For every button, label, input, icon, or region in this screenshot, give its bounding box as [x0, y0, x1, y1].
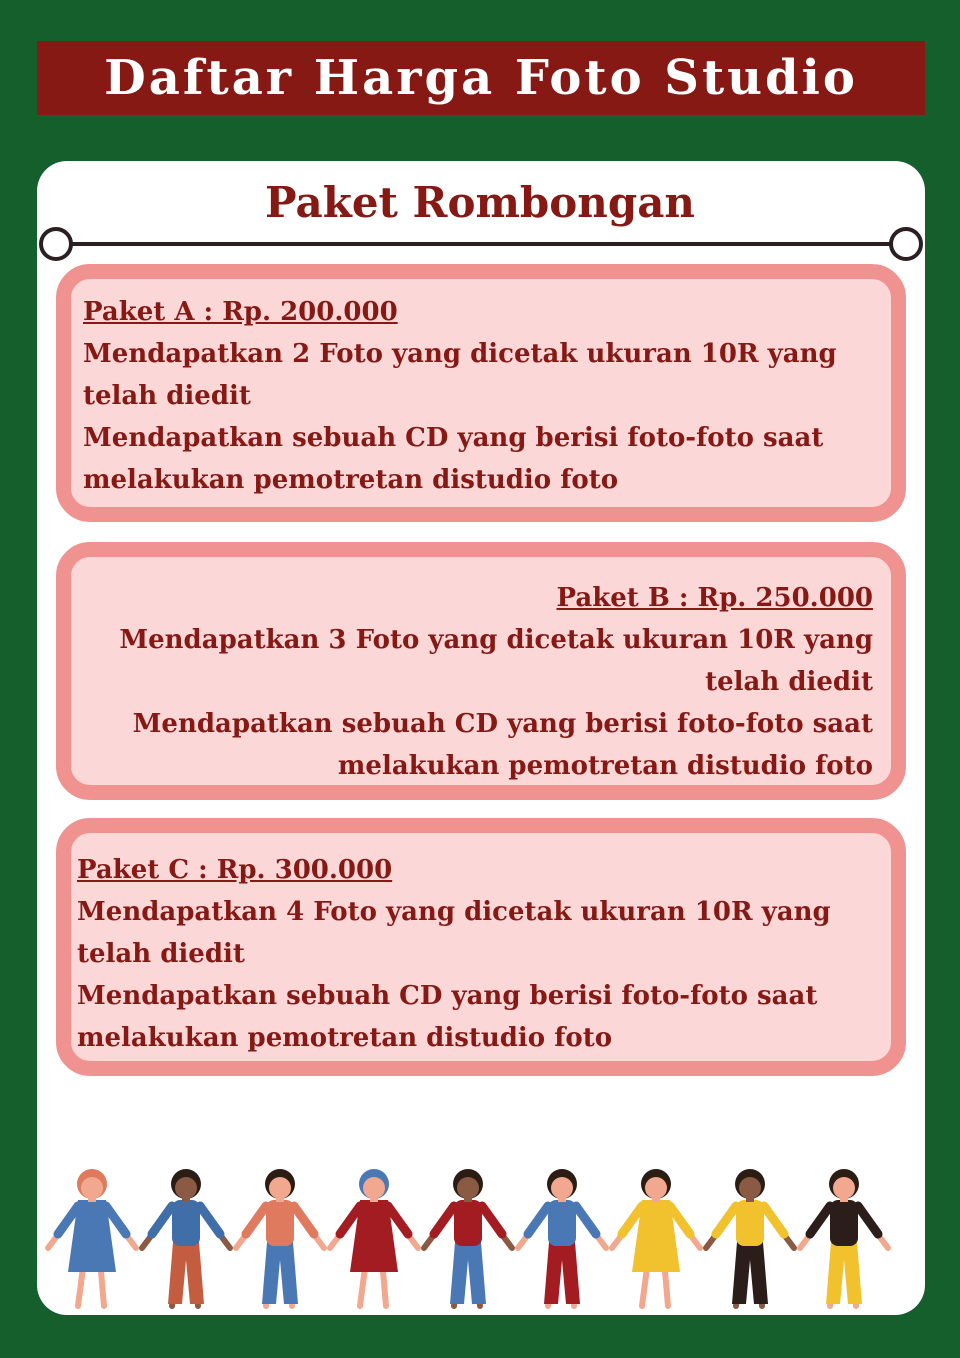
- person-figure: [330, 1169, 418, 1306]
- package-a-box: [56, 264, 906, 522]
- people-holding-hands-illustration: [40, 1160, 920, 1320]
- person-figure: [518, 1169, 606, 1306]
- package-a-line-4: melakukan pemotretan distudio foto: [83, 465, 619, 495]
- person-figure: [612, 1169, 700, 1306]
- package-b-line-1: Mendapatkan 3 Foto yang dicetak ukuran 10R yang: [119, 625, 873, 655]
- divider-line: [56, 242, 906, 246]
- package-b-box: [56, 542, 906, 800]
- person-figure: [142, 1169, 230, 1306]
- person-figure: [706, 1169, 794, 1306]
- person-figure: [236, 1169, 324, 1306]
- package-c-line-3: Mendapatkan sebuah CD yang berisi foto-foto saat: [77, 981, 818, 1011]
- person-figure: [424, 1169, 512, 1306]
- divider-right-ring: [889, 227, 923, 261]
- divider-left-ring: [39, 227, 73, 261]
- package-c-line-2: telah diedit: [77, 939, 245, 969]
- person-figure: [48, 1169, 136, 1306]
- package-c-line-4: melakukan pemotretan distudio foto: [77, 1023, 613, 1053]
- package-b-line-2: telah diedit: [705, 667, 873, 697]
- page-title: Daftar Harga Foto Studio: [104, 50, 858, 106]
- section-subtitle: Paket Rombongan: [265, 178, 695, 227]
- package-b-line-3: Mendapatkan sebuah CD yang berisi foto-foto saat: [132, 709, 873, 739]
- package-a-line-2: telah diedit: [83, 381, 251, 411]
- package-a-line-1: Mendapatkan 2 Foto yang dicetak ukuran 10R yang: [83, 339, 837, 369]
- package-b-heading: Paket B : Rp. 250.000: [556, 583, 873, 613]
- person-figure: [800, 1169, 888, 1306]
- package-a-line-3: Mendapatkan sebuah CD yang berisi foto-foto saat: [83, 423, 824, 453]
- title-banner: [37, 41, 925, 115]
- package-c-heading: Paket C : Rp. 300.000: [77, 855, 393, 885]
- package-b-line-4: melakukan pemotretan distudio foto: [337, 751, 873, 781]
- package-c-line-1: Mendapatkan 4 Foto yang dicetak ukuran 10R yang: [77, 897, 831, 927]
- package-a-heading: Paket A : Rp. 200.000: [83, 297, 398, 327]
- package-c-box: [56, 818, 906, 1076]
